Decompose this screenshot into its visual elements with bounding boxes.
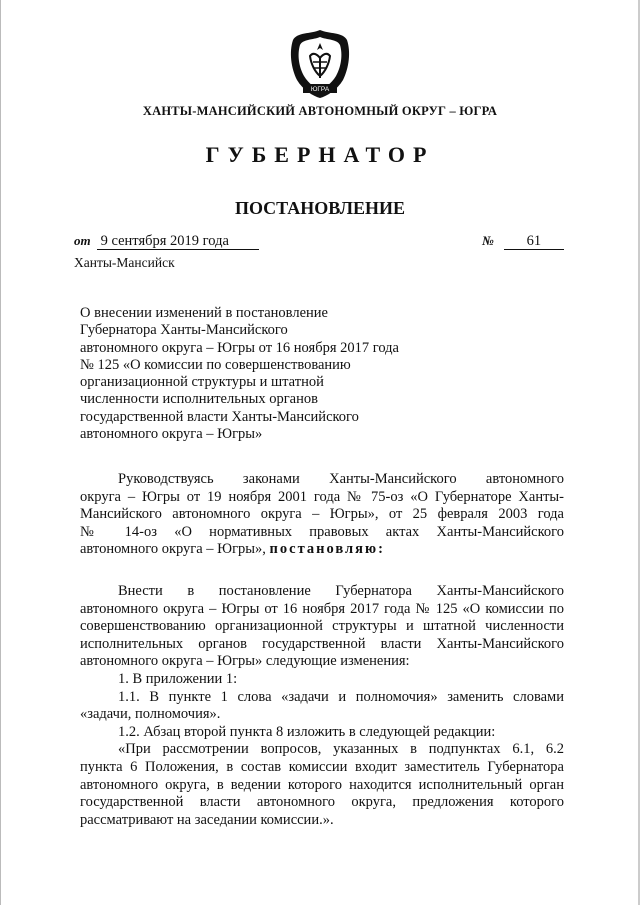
city: Ханты-Мансийск: [74, 255, 175, 270]
authority-title: ГУБЕРНАТОР: [205, 142, 435, 167]
body-line: исполнительных органов государственной власти Ханты-Мансийского: [80, 635, 564, 652]
document-type: ПОСТАНОВЛЕНИЕ: [234, 198, 406, 218]
subject-line: автономного округа – Югры от 16 ноября 2017 года: [80, 339, 399, 356]
region-name: ХАНТЫ-МАНСИЙСКИЙ АВТОНОМНЫЙ ОКРУГ – ЮГРА: [142, 104, 498, 118]
document-number: 61: [504, 234, 564, 250]
subject-line: государственной власти Ханты-Мансийского: [80, 408, 359, 425]
document-subject: [80, 305, 420, 443]
body-line: государственной власти автономного округа, предложения которого: [80, 794, 564, 811]
preamble-line: Руководствуясь законами Ханты-Мансийского автономного: [118, 471, 564, 487]
body-line: автономного округа, в ведении которого находится исполнительный орган: [80, 776, 564, 793]
body-line: 1. В приложении 1:: [118, 670, 238, 687]
subject-line: организационной структуры и штатной: [80, 374, 324, 391]
preamble-paragraph: [80, 471, 564, 559]
preamble-last-line: [80, 541, 564, 559]
date-prefix: от: [74, 233, 91, 248]
preamble-line: округа – Югры от 19 ноября 2001 года № 75-оз «О Губернаторе Ханты-: [80, 488, 564, 505]
body-line: 1.2. Абзац второй пункта 8 изложить в следующей редакции:: [118, 723, 496, 740]
body-line: автономного округа – Югры» следующие изменения:: [80, 653, 410, 670]
operative-paragraph: [80, 583, 564, 829]
body-line: рассматривают на заседании комиссии.».: [80, 811, 334, 828]
body-line: 1.1. В пункте 1 слова «задачи и полномочия» заменить словами: [118, 688, 564, 705]
document-date: 9 сентября 2019 года: [97, 234, 259, 250]
subject-line: № 125 «О комиссии по совершенствованию: [80, 356, 351, 373]
body-line: автономного округа – Югры от 16 ноября 2017 года № 125 «О комиссии по: [80, 600, 564, 617]
body-line: «задачи, полномочия».: [80, 706, 221, 723]
number-prefix: №: [482, 233, 494, 248]
body-line: пункта 6 Положения, в состав комиссии входит заместитель Губернатора: [80, 758, 564, 775]
preamble-line: № 14-оз «О нормативных правовых актах Ханты-Мансийского: [80, 523, 564, 540]
subject-line: автономного округа – Югры»: [80, 426, 263, 443]
resolve-word: постановляю:: [269, 541, 385, 558]
body-line: «При рассмотрении вопросов, указанных в подпунктах 6.1, 6.2: [118, 741, 564, 758]
body-line: совершенствованию организационной структуры и штатной численности: [80, 618, 564, 635]
preamble-line: автономного округа – Югры»,: [80, 541, 270, 558]
number-line: [482, 233, 564, 250]
subject-line: Губернатора Ханты-Мансийского: [80, 322, 288, 339]
subject-line: О внесении изменений в постановление: [80, 305, 328, 321]
coat-of-arms-emblem: [289, 28, 351, 100]
date-line: [74, 233, 259, 250]
emblem-label: ЮГРА: [310, 86, 330, 93]
scan-edge-left: [0, 0, 1, 905]
preamble-line: Мансийского автономного округа – Югры», от 25 февраля 2003 года: [80, 506, 564, 523]
body-line: Внести в постановление Губернатора Ханты-Мансийского: [118, 583, 564, 599]
subject-line: численности исполнительных органов: [80, 391, 318, 408]
